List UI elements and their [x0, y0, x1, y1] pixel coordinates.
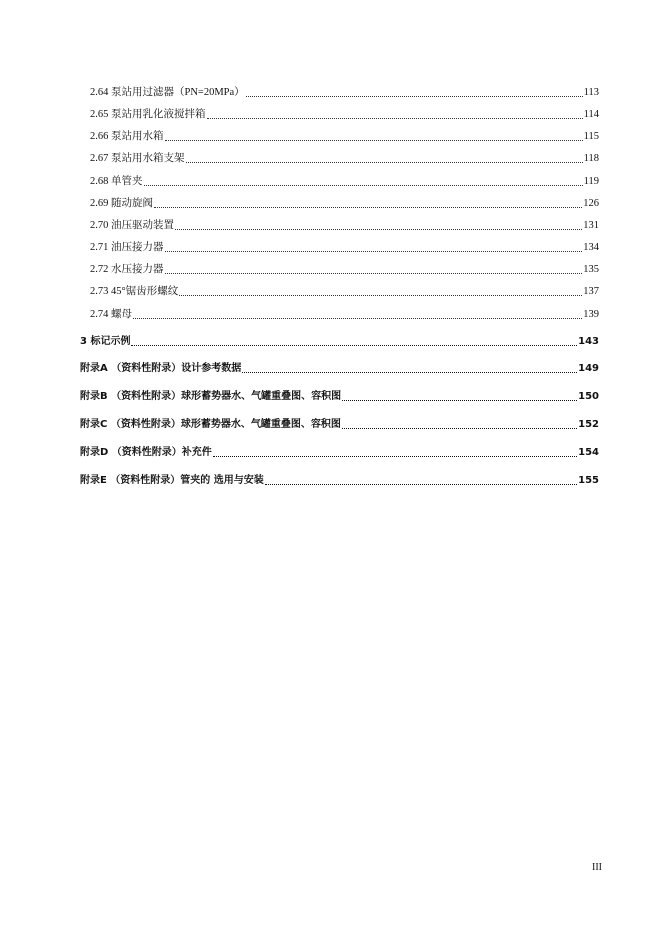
toc-entry-label: 附录B （资料性附录）球形蓄势器水、气罐重叠图、容积图: [80, 391, 342, 402]
toc-entry-label: 附录D （资料性附录）补充件: [80, 447, 212, 458]
toc-entry-page: 135: [583, 264, 599, 275]
toc-entry-label: 附录E （资料性附录）管夹的 选用与安装: [80, 475, 264, 486]
dot-leader: [165, 130, 583, 144]
dot-leader: [342, 418, 577, 432]
toc-entry-label: 2.65 泵站用乳化液搅拌箱: [90, 109, 206, 120]
dot-leader: [246, 86, 583, 100]
toc-entry-page: 139: [583, 309, 599, 320]
toc-entry[interactable]: [90, 175, 599, 189]
dot-leader: [179, 285, 582, 299]
toc-entry-label: 2.70 油压驱动装置: [90, 220, 174, 231]
toc-entry[interactable]: [90, 108, 599, 122]
toc-entry-page: 137: [583, 286, 599, 297]
dot-leader: [265, 474, 577, 488]
toc-entry-label: 2.67 泵站用水箱支架: [90, 153, 185, 164]
dot-leader: [154, 197, 582, 211]
toc-entry-page: 154: [578, 447, 599, 458]
dot-leader: [165, 263, 583, 277]
toc-entry-page: 143: [578, 336, 599, 347]
toc-entry-page: 115: [583, 131, 599, 142]
dot-leader: [133, 308, 582, 322]
toc-entry-label: 2.68 单管夹: [90, 176, 143, 187]
toc-entry[interactable]: [90, 197, 599, 211]
toc-entry[interactable]: [90, 86, 599, 100]
toc-entry-label: 2.74 螺母: [90, 309, 132, 320]
toc-section-entry[interactable]: [80, 362, 599, 376]
toc-section-entry[interactable]: [80, 446, 599, 460]
dot-leader: [186, 152, 583, 166]
toc-entry-label: 2.73 45°锯齿形螺纹: [90, 286, 179, 297]
toc-section-entry[interactable]: [80, 474, 599, 488]
toc-entry-page: 118: [583, 153, 599, 164]
toc-entry-page: 134: [583, 242, 599, 253]
toc-entry-page: 113: [583, 87, 599, 98]
dot-leader: [175, 219, 582, 233]
toc-entry-page: 131: [583, 220, 599, 231]
toc-entry[interactable]: [90, 308, 599, 322]
toc-entry[interactable]: [90, 152, 599, 166]
dot-leader: [165, 241, 583, 255]
page-number: III: [592, 862, 602, 873]
toc-entry[interactable]: [90, 241, 599, 255]
dot-leader: [207, 108, 583, 122]
toc-entry-label: 附录A （资料性附录）设计参考数据: [80, 363, 242, 374]
toc-entry-page: 119: [583, 176, 599, 187]
toc-section-entry[interactable]: [80, 418, 599, 432]
toc-entry-label: 附录C （资料性附录）球形蓄势器水、气罐重叠图、容积图: [80, 419, 341, 430]
toc-section-entry[interactable]: [80, 390, 599, 404]
toc-entry[interactable]: [90, 219, 599, 233]
toc-entry-label: 2.69 随动旋阀: [90, 198, 153, 209]
dot-leader: [242, 362, 577, 376]
toc-entry[interactable]: [90, 130, 599, 144]
toc-entry-label: 2.72 水压接力器: [90, 264, 164, 275]
toc-entry-label: 2.71 油压接力器: [90, 242, 164, 253]
toc-entry-page: 152: [578, 419, 599, 430]
toc-entry-label: 2.66 泵站用水箱: [90, 131, 164, 142]
toc-entry[interactable]: [90, 263, 599, 277]
dot-leader: [213, 446, 577, 460]
toc-entry-page: 114: [583, 109, 599, 120]
toc-entry[interactable]: [90, 285, 599, 299]
dot-leader: [144, 175, 583, 189]
dot-leader: [131, 335, 577, 349]
dot-leader: [342, 390, 577, 404]
toc-entry-page: 126: [583, 198, 599, 209]
toc-entry-page: 155: [578, 475, 599, 486]
toc-section-entry[interactable]: [80, 335, 599, 349]
toc-entry-label: 3 标记示例: [80, 336, 131, 347]
toc-entry-page: 149: [578, 363, 599, 374]
toc-entry-page: 150: [578, 391, 599, 402]
toc-entry-label: 2.64 泵站用过滤器（PN=20MPa）: [90, 87, 245, 98]
